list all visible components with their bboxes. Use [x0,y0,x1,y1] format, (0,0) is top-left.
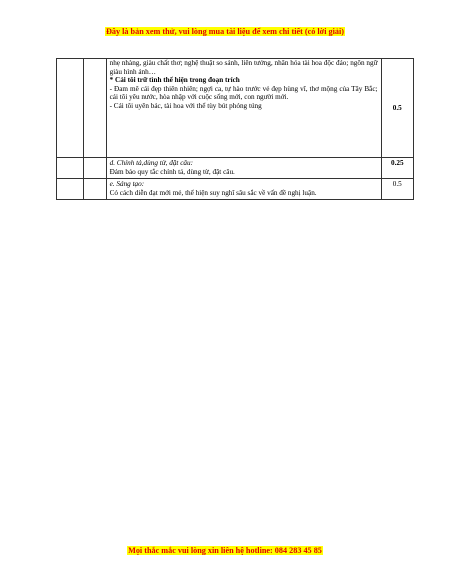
table-row [57,179,414,200]
criteria-cell [106,179,381,200]
criteria-text: - Cái tôi uyên bác, tài hoa với thể tùy bút phóng túng [109,101,262,110]
empty-cell [84,59,106,158]
table-row [57,59,414,158]
criteria-cell [106,158,381,179]
empty-cell [57,59,84,158]
criteria-text: Đảm bảo quy tắc chính tả, dùng từ, đặt câu. [109,167,235,176]
criteria-text: - Đam mê cái đẹp thiên nhiên; ngợi ca, tự hào trước vẻ đẹp hùng vĩ, thơ mộng của Tây Bắc; cái tôi yêu nước, hòa nhập với cuộc sống mới, con người mới. [109,84,378,102]
empty-cell [57,158,84,179]
criteria-heading: * Cái tôi trữ tình thể hiện trong đoạn trích [109,76,240,85]
empty-cell [57,179,84,200]
table-row [57,158,414,179]
hotline-text: Mọi thắc mắc vui lòng xin liên hệ hotline: 084 283 45 85 [128,546,322,555]
empty-cell [84,158,106,179]
score-cell: 0.25 [381,158,413,179]
preview-notice-banner [0,27,450,36]
score-cell: 0.5 [381,179,413,200]
criteria-title: d. Chính tả,dùng từ, đặt câu: [109,159,193,167]
criteria-cell [106,59,381,158]
empty-cell [84,179,106,200]
hotline-banner [0,546,450,555]
preview-notice-text: Đây là bản xem thử, vui lòng mua tài liệu để xem chi tiết (có lời giải) [105,27,344,36]
score-cell: 0.5 [381,59,413,158]
criteria-text: nhẹ nhàng, giàu chất thơ; nghệ thuật so sánh, liên tưởng, nhân hóa tài hoa độc đáo; ngôn ngữ giàu hình ảnh… [109,59,378,76]
criteria-text: Có cách diễn đạt mới mẻ, thể hiện suy nghĩ sâu sắc về vấn đề nghị luận. [109,188,317,197]
criteria-title: e. Sáng tạo: [109,180,145,189]
scoring-table [56,58,414,200]
